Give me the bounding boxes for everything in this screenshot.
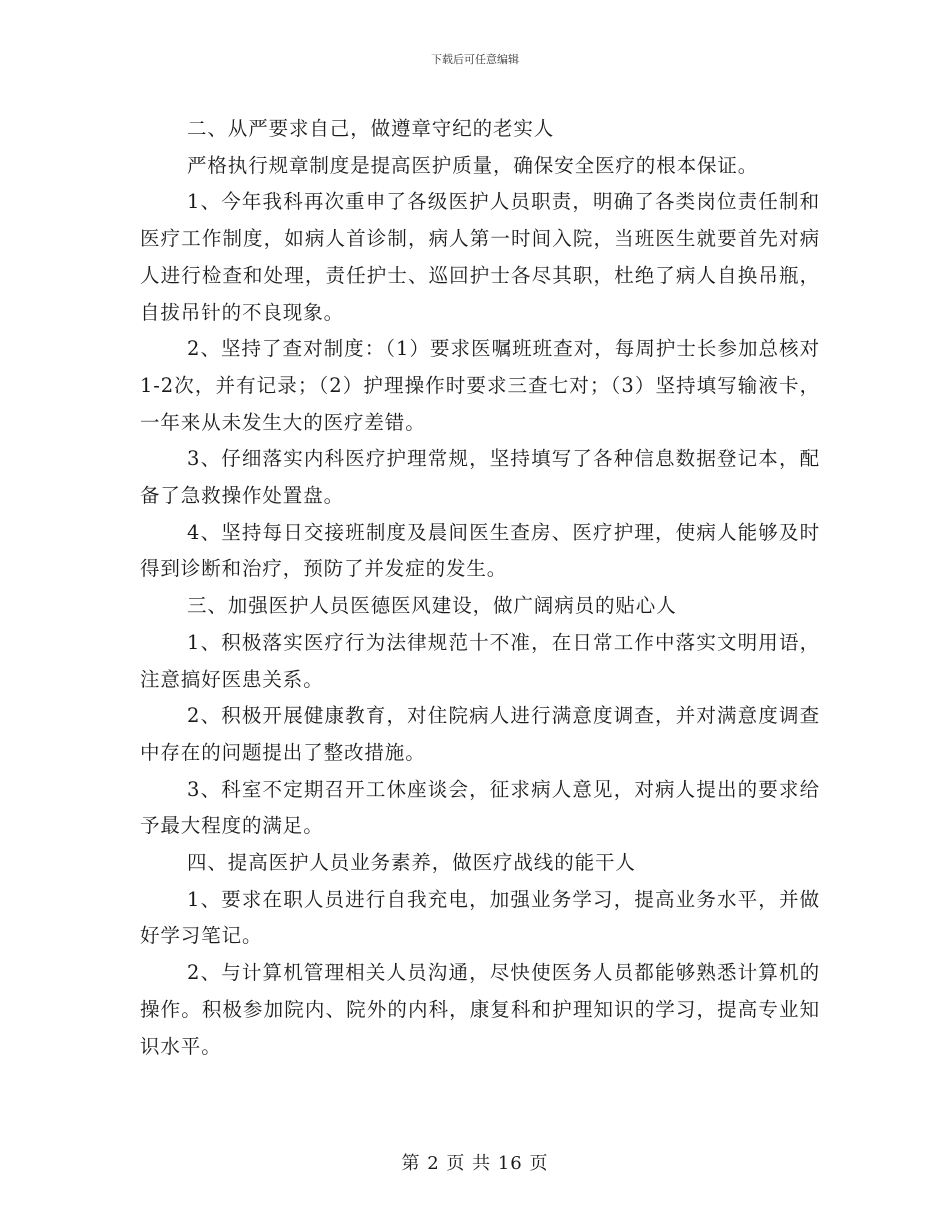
section-heading-2: 二、从严要求自己，做遵章守纪的老实人: [187, 117, 555, 140]
paragraph: 1、积极落实医疗行为法律规范十不准，在日常工作中落实文明用语，注意搞好医患关系。: [140, 630, 820, 691]
paragraph: 2、与计算机管理相关人员沟通，尽快使医务人员都能够熟悉计算机的操作。积极参加院内、院外的内科，康复科和护理知识的学习，提高专业知识水平。: [140, 961, 820, 1058]
page-number: 第 2 页 共 16 页: [401, 1153, 549, 1174]
paragraph: 严格执行规章制度是提高医护质量，确保安全医疗的根本保证。: [187, 153, 759, 177]
document-body: [140, 111, 820, 1065]
paragraph: 3、科室不定期召开工休座谈会，征求病人意见，对病人提出的要求给予最大程度的满足。: [140, 777, 820, 838]
paragraph: 3、仔细落实内科医疗护理常规，坚持填写了各种信息数据登记本，配备了急救操作处置盘。: [140, 447, 820, 508]
section-heading-3: 三、加强医护人员医德医风建设，做广阔病员的贴心人: [187, 594, 677, 618]
paragraph: 2、积极开展健康教育，对住院病人进行满意度调查，并对满意度调查中存在的问题提出了整改措施。: [140, 704, 820, 764]
paragraph: 2、坚持了查对制度：（1）要求医嘱班班查对，每周护士长参加总核对1-2次，并有记录；（2）护理操作时要求三查七对；（3）坚持填写输液卡，一年来从未发生大的医疗差错。: [140, 337, 820, 434]
header-note: 下载后可任意编辑: [431, 53, 519, 66]
paragraph: 4、坚持每日交接班制度及晨间医生查房、医疗护理，使病人能够及时得到诊断和治疗，预防了并发症的发生。: [140, 520, 820, 581]
paragraph: 1、要求在职人员进行自我充电，加强业务学习，提高业务水平，并做好学习笔记。: [140, 887, 820, 948]
section-heading-4: 四、提高医护人员业务素养，做医疗战线的能干人: [187, 851, 636, 875]
paragraph: 1、今年我科再次重申了各级医护人员职责，明确了各类岗位责任制和医疗工作制度，如病人首诊制，病人第一时间入院，当班医生就要首先对病人进行检查和处理，责任护士、巡回护士各尽其职，杜绝了病人自换吊瓶，自拔吊针的不良现象。: [140, 190, 820, 324]
